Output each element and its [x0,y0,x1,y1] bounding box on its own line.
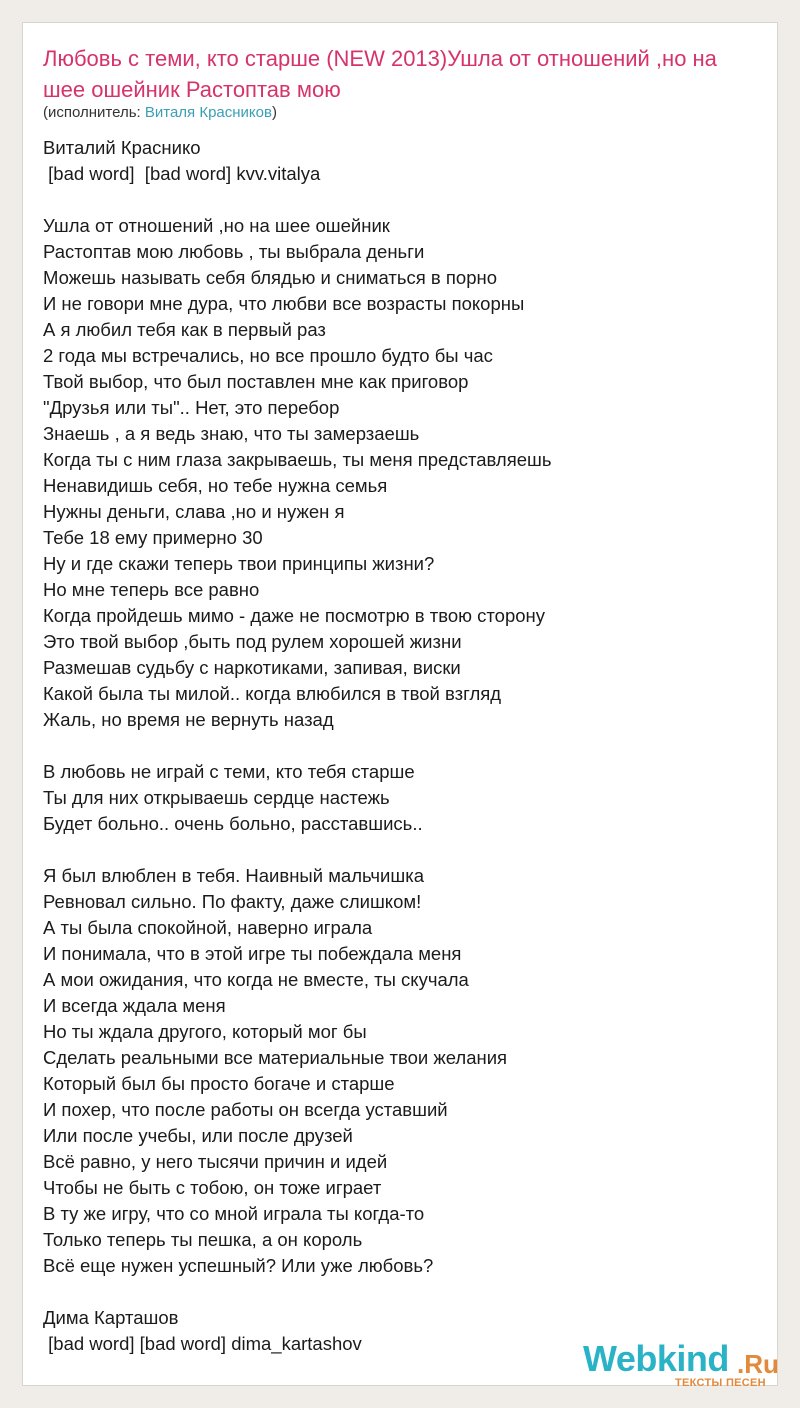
lyric-line: Только теперь ты пешка, а он король [43,1229,363,1250]
lyric-line: В любовь не играй с теми, кто тебя старше [43,761,415,782]
lyric-line: 2 года мы встречались, но все прошло будто бы час [43,345,493,366]
lyric-line: И понимала, что в этой игре ты побеждала меня [43,943,462,964]
lyric-line: "Друзья или ты".. Нет, это перебор [43,397,340,418]
lyric-line: Который был бы просто богаче и старше [43,1073,395,1094]
lyric-line: Будет больно.. очень больно, расставшись.. [43,813,423,834]
lyrics-text [43,135,763,1357]
lyric-line: Ты для них открываешь сердце настежь [43,787,390,808]
logo-name: Webkind [583,1338,729,1379]
logo-tagline: ТЕКСТЫ ПЕСЕН [675,1377,766,1389]
lyric-line [43,1279,763,1305]
lyric-line: Какой была ты милой.. когда влюбился в твой взгляд [43,683,502,704]
artist-link[interactable]: Виталя Красников [144,104,272,121]
lyric-line [43,837,763,863]
lyric-line: А мои ожидания, что когда не вместе, ты скучала [43,969,469,990]
lyric-line: Когда ты с ним глаза закрываешь, ты меня представляешь [43,449,552,470]
lyric-line: А ты была спокойной, наверно играла [43,917,373,938]
lyric-line: Знаешь , а я ведь знаю, что ты замерзаешь [43,423,420,444]
lyric-line [43,733,763,759]
lyric-line: Ненавидишь себя, но тебе нужна семья [43,475,388,496]
lyric-line: Ну и где скажи теперь твои принципы жизни? [43,553,435,574]
lyric-line: Нужны деньги, слава ,но и нужен я [43,501,345,522]
lyric-line: Виталий Краснико [43,137,201,158]
lyric-line: Но мне теперь все равно [43,579,260,600]
lyric-line: [bad word] [bad word] kvv.vitalya [43,163,321,184]
lyric-line: Жаль, но время не вернуть назад [43,709,334,730]
lyric-line: Всё еще нужен успешный? Или уже любовь? [43,1255,434,1276]
lyric-line: [bad word] [bad word] dima_kartashov [43,1333,362,1354]
logo-tld: .Ru [737,1349,779,1379]
lyric-line [43,187,763,213]
lyric-line: Я был влюблен в тебя. Наивный мальчишка [43,865,425,886]
artist-prefix: (исполнитель: [43,104,145,121]
lyric-line: Чтобы не быть с тобою, он тоже играет [43,1177,382,1198]
lyric-line: Всё равно, у него тысячи причин и идей [43,1151,388,1172]
lyric-line: В ту же игру, что со мной играла ты когда-то [43,1203,425,1224]
lyric-line: Ревновал сильно. По факту, даже слишком! [43,891,422,912]
lyric-line: Можешь называть себя блядью и сниматься в порно [43,267,497,288]
lyric-line: Это твой выбор ,быть под рулем хорошей жизни [43,631,462,652]
lyric-line: И всегда ждала меня [43,995,226,1016]
lyrics-card [22,22,779,1389]
site-logo[interactable] [583,1339,783,1387]
lyric-line: Твой выбор, что был поставлен мне как приговор [43,371,469,392]
lyric-line: А я любил тебя как в первый раз [43,319,326,340]
lyric-line: И не говори мне дура, что любви все возрасты покорны [43,293,525,314]
lyric-line: Или после учебы, или после друзей [43,1125,353,1146]
artist-suffix: ) [271,104,277,121]
artist-line [43,103,277,123]
lyric-line: Тебе 18 ему примерно 30 [43,527,263,548]
page-title: Любовь с теми, кто старше (NEW 2013)Ушла от отношений ,но на шее ошейник Растоптав мою [43,46,717,102]
lyric-line: Растоптав мою любовь , ты выбрала деньги [43,241,425,262]
lyric-line: Сделать реальными все материальные твои желания [43,1047,508,1068]
lyric-line: Дима Карташов [43,1307,179,1328]
lyric-line: Размешав судьбу с наркотиками, запивая, виски [43,657,461,678]
lyric-line: Когда пройдешь мимо - даже не посмотрю в твою сторону [43,605,546,626]
lyric-line: Ушла от отношений ,но на шее ошейник [43,215,390,236]
lyric-line: Но ты ждала другого, который мог бы [43,1021,367,1042]
lyric-line: И похер, что после работы он всегда уставший [43,1099,448,1120]
